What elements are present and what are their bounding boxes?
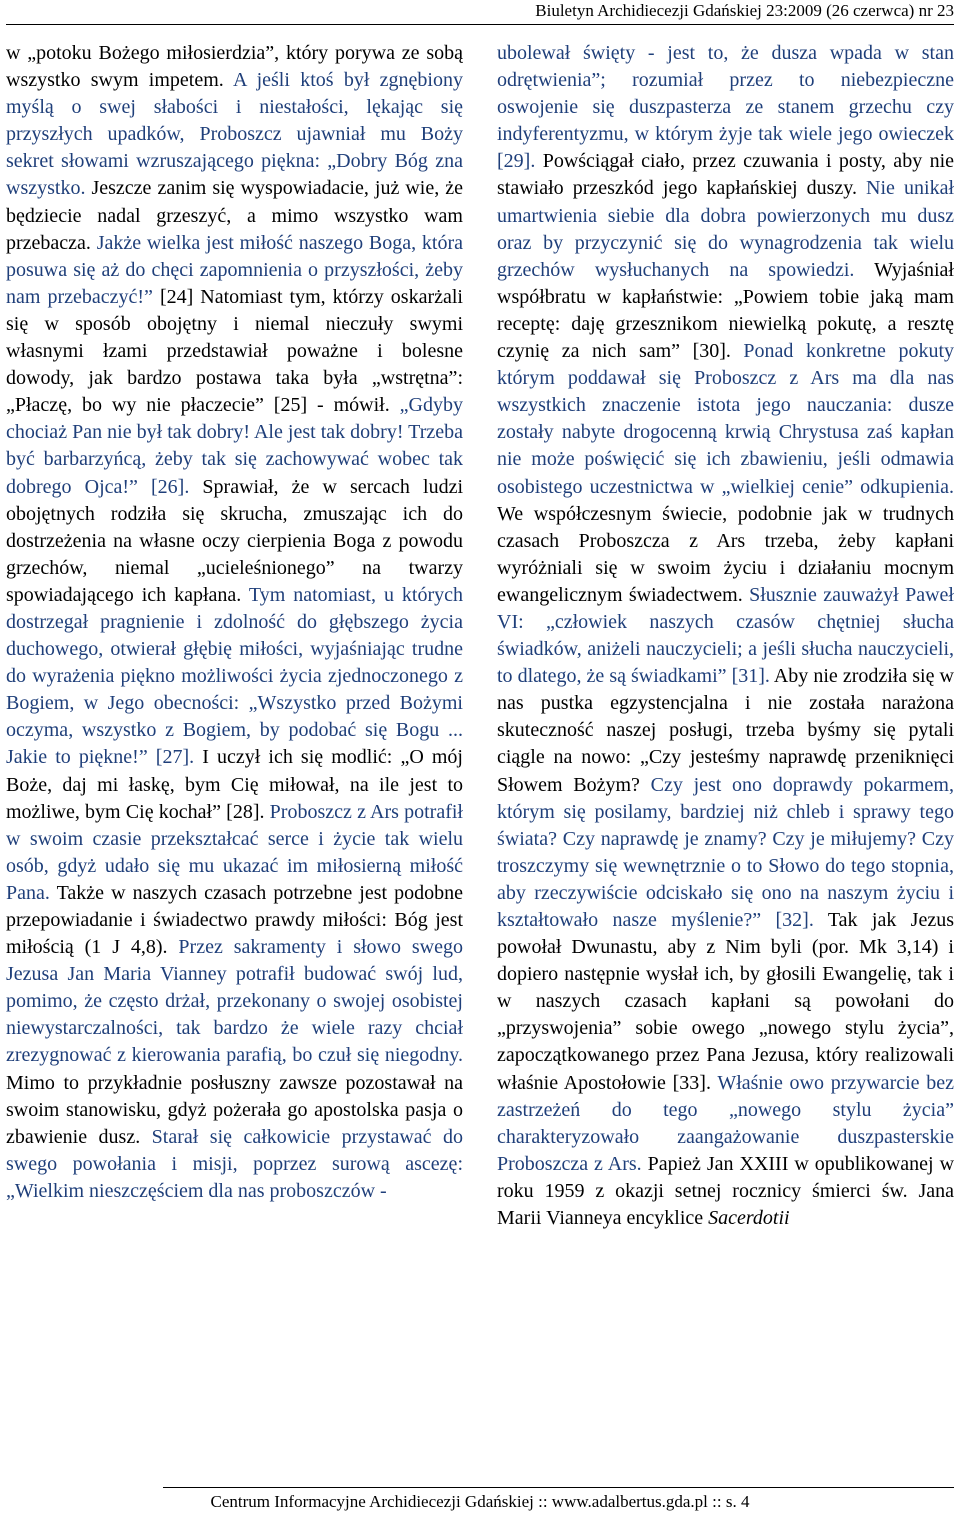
text-segment: Jeszcze zanim się wyspowiadacie, już wie, że będziecie nadal grzeszyć, a mimo wszystko wam przebacza. [6, 177, 463, 254]
text-segment: Powściągał ciało, przez czuwania i posty, aby nie stawiało przeszkód jego kapłańskiej duszy. [497, 150, 954, 200]
text-segment: Papież Jan XXIII w opublikowanej w roku 1959 z okazji setnej rocznicy śmierci św. Jana Marii Vianneya encyklice [497, 1152, 954, 1230]
right-column-paragraph [497, 40, 954, 1232]
text-segment: Właśnie owo przywarcie bez zastrzeżeń do tego „nowego stylu życia” charakteryzowało zaangażowanie duszpasterskie Proboszcza z Ars. [497, 1071, 954, 1175]
text-segment: Tak jak Jezus powołał Dwunastu, aby z Nim byli (por. Mk 3,14) i dopiero następnie wysłał ich, by głosili Ewangelię, tak i w naszych czasach kapłani są powołani do „przyswojenia” sobie owego „nowego stylu życia”, zapoczątkowanego przez Pana Jezusa, który realizowali właśnie Apostołowie [33]. [497, 909, 954, 1094]
right-column [497, 40, 954, 1455]
footer-divider [163, 1487, 954, 1488]
left-column [6, 40, 463, 1455]
text-segment: A jeśli ktoś był zgnębiony myślą o swej słabości i niestałości, lękając się przyszłych upadków, Proboszcz ujawniał mu Boży sekret słowami wzruszającego piękna: „Dobry Bóg zna wszystko. [6, 69, 463, 200]
text-segment: Mimo to przykładnie posłuszny zawsze pozostawał na swoim stanowisku, gdyż pożerała go apostolska pasja o zbawienie dusz. [6, 1071, 463, 1148]
text-segment: Przez sakramenty i słowo swego Jezusa Jan Maria Vianney potrafił budować swój lud, pomimo, że często drżał, przekonany o swojej osobistej niewystarczalności, tak bardzo że wiele razy chciał zrezygnować z kierowania parafią, bo czuł się niegodny. [6, 936, 463, 1067]
text-segment: Tym natomiast, u których dostrzegał pragnienie i zdolność do głębszego życia duchowego, otwierał głębię miłości, wyjaśniając trudne do wyrażenia piękno możliwości życia zjednoczonego z Bogiem, w Jego obecności: „Wszystko przed Bożymi oczyma, wszystko z Bogiem, by podobać się Bogu ... Jakie to piękne!” [27]. [6, 583, 463, 769]
header-divider [6, 24, 954, 25]
text-segment: w „potoku Bożego miłosierdzia”, który porywa ze sobą wszystko swym impetem. [6, 42, 463, 92]
text-segment: Aby nie zrodziła się w nas pustka egzystencjalna i nie została narażona skuteczność naszej posługi, trzeba byśmy się pytali ciągle na nowo: „Czy jesteśmy naprawdę przeniknięci Słowem Bożym? [497, 665, 954, 796]
text-segment: Czy jest ono doprawdy pokarmem, którym się posilamy, bardziej niż chleb i sprawy tego świata? Czy naprawdę je znamy? Czy je miłujemy? Czy troszczymy się wewnętrznie o to Słowo do tego stopnia, aby rzeczywiście odciskało się ono na naszym życiu i kształtowało nasze myślenie?” [32]. [497, 773, 954, 931]
text-segment: Słusznie zauważył Paweł VI: „człowiek naszych czasów chętniej słucha świadków, aniżeli nauczycieli; a jeśli słucha nauczycieli, to dlatego, że są świadkami” [31]. [497, 583, 954, 688]
text-segment: Jakże wielka jest miłość naszego Boga, która posuwa się aż do chęci zapomnienia o przyszłości, żeby nam przebaczyć!” [6, 231, 463, 308]
text-segment: We współczesnym świecie, podobnie jak w trudnych czasach Proboszcza z Ars trzeba, żeby kapłani wyróżniali się w swoim życiu i działaniu mocnym ewangelicznym świadectwem. [497, 502, 954, 606]
text-segment: Także w naszych czasach potrzebne jest podobne przepowiadanie i świadectwo prawdy miłości: Bóg jest miłością (1 J 4,8). [6, 881, 463, 959]
text-segment: Starał się całkowicie przystawać do swego powołania i misji, poprzez surową ascezę: „Wielkim nieszczęściem dla nas proboszczów - [6, 1125, 463, 1202]
text-segment: Wyjaśniał współbratu w kapłaństwie: „Powiem tobie jaką mam receptę: daję grzesznikom niewielką pokutę, a resztę czynię za nich sam” [30]. [497, 258, 954, 363]
text-segment: ubolewał święty - jest to, że dusza wpada w stan odrętwienia”; rozumiał przez to niebezpieczne oswojenie się duszpasterza ze stanem grzechu czy indyferentyzmu, w którym żyje tak wiele jego owieczek [29]. [497, 42, 954, 173]
text-segment: Ponad konkretne pokuty którym poddawał się Proboszcz z Ars ma dla nas wszystkich znaczenie istota jego nauczania: dusze zostały nabyte drogocenną krwią Chrystusa zaś kapłan nie może poświęcić się ich zbawieniu, jeśli odmawia osobistego uczestnictwa w „wielkiej cenie” odkupienia. [497, 340, 954, 498]
text-segment: Sacerdotii [708, 1207, 790, 1230]
left-column-paragraph [6, 40, 463, 1205]
text-segment: Nie unikał umartwienia siebie dla dobra powierzonych mu dusz oraz by przyczynić się do wynagrodzenia tak wielu grzechów wysłuchanych na spowiedzi. [497, 177, 954, 281]
page-footer: Centrum Informacyjne Archidiecezji Gdańskiej :: www.adalbertus.gda.pl :: s. 4 [210, 1492, 750, 1511]
running-header: Biuletyn Archidiecezji Gdańskiej 23:2009 (26 czerwca) nr 23 [535, 1, 954, 20]
text-segment: I uczył ich się modlić: „O mój Boże, daj mi łaskę, bym Cię miłował, na ile jest to możliwe, bym Cię kochał” [28]. [6, 746, 463, 823]
text-segment: [24] Natomiast tym, którzy oskarżali się w sposób obojętny i niemal nieczuły swymi własnymi łzami przedstawiał poważne i bolesne dowody, jak bardzo postawa taka była „wstrętna”: „Płaczę, bo wy nie płaczecie” [25] - mówił. [6, 285, 463, 417]
text-segment: Sprawiał, że w sercach ludzi obojętnych rodziła się skrucha, zmuszając ich do dostrzeżenia na własne oczy cierpienia Boga z powodu grzechów, niemal „ucieleśnionego” na twarzy spowiadającego ich kapłana. [6, 475, 463, 606]
text-segment: „Gdyby chociaż Pan nie był tak dobry! Ale jest tak dobry! Trzeba być barbarzyńcą, żeby tak się zachowywać wobec tak dobrego Ojca!” [26]. [6, 394, 463, 498]
text-segment: Proboszcz z Ars potrafił w swoim czasie przekształcać serce i życie tak wielu osób, gdyż udało się mu ukazać im miłosierną miłość Pana. [6, 800, 463, 904]
